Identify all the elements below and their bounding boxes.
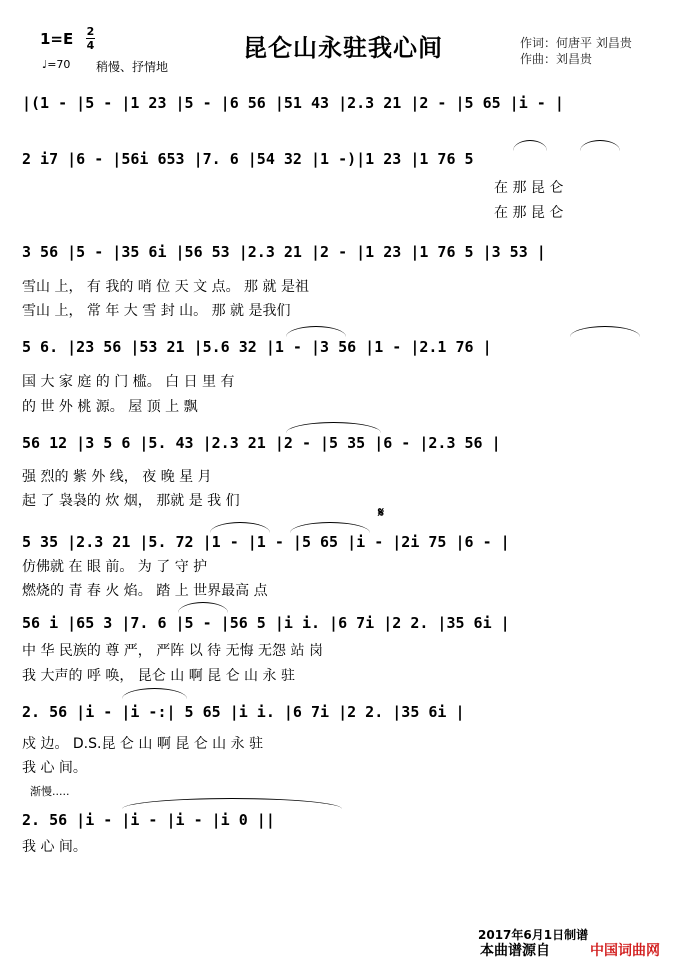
lyricist-credit: 作词：何唐平 刘昌贵 xyxy=(520,36,632,50)
meter-bottom: 4 xyxy=(86,39,95,52)
score-line-9: 2. 56 |i - |i - |i - |i 0 || xyxy=(22,811,275,829)
ending-tempo-marking: 渐慢..... xyxy=(30,785,70,798)
footer-date: 2017年6月1日制谱 xyxy=(478,928,589,942)
lyric-line-7-verse-1: 中 华 民族的 尊 严， 严阵 以 待 无悔 无怨 站 岗 xyxy=(22,643,323,659)
score-line-2: 2 i7 |6 - |56i 653 |7. 6 |54 32 |1 -)|1 23 |1 76 5 xyxy=(22,150,474,168)
lyric-line-8-verse-1: 戍 边。 D.S.昆 仑 山 啊 昆 仑 山 永 驻 xyxy=(22,736,264,752)
score-line-1: |(1 - |5 - |1 23 |5 - |6 56 |51 43 |2.3 21 |2 - |5 65 |i - | xyxy=(22,94,564,112)
slur-mark xyxy=(290,522,370,533)
lyric-line-3-verse-1: 雪山 上， 有 我的 哨 位 天 文 点。 那 就 是祖 xyxy=(22,279,309,295)
lyric-line-4-verse-2: 的 世 外 桃 源。 屋 顶 上 飘 xyxy=(22,399,198,415)
slur-mark xyxy=(210,522,270,533)
composer-credit: 作曲：刘昌贵 xyxy=(520,52,593,66)
expression-marking: 稍慢、抒情地 xyxy=(96,60,169,74)
lyric-line-9-verse-1: 我 心 间。 xyxy=(22,839,87,855)
slur-mark xyxy=(286,326,346,337)
song-title: 昆仑山永驻我心间 xyxy=(243,33,443,62)
slur-mark xyxy=(122,798,342,809)
slur-mark xyxy=(580,140,620,151)
lyric-line-6-verse-1: 仿佛就 在 眼 前。 为 了 守 护 xyxy=(22,559,208,575)
lyric-line-8-verse-2: 我 心 间。 xyxy=(22,760,87,776)
score-line-6: 5 35 |2.3 21 |5. 72 |1 - |1 - |5 65 |i - |2i 75 |6 - | xyxy=(22,533,510,551)
meter-top: 2 xyxy=(86,25,95,38)
lyric-line-4-verse-1: 国 大 家 庭 的 门 槛。 白 日 里 有 xyxy=(22,374,235,390)
slur-mark xyxy=(178,602,228,613)
slur-mark xyxy=(122,688,187,699)
slur-mark xyxy=(570,326,640,337)
segno-sign: 𝄋 xyxy=(378,505,385,521)
score-line-7: 56 i |65 3 |7. 6 |5 - |56 5 |i i. |6 7i |2 2. |35 6i | xyxy=(22,614,510,632)
tempo-marking: ♩=70 xyxy=(42,58,71,71)
key-signature: 1=E xyxy=(40,30,74,48)
lyric-line-6-verse-2: 燃烧的 青 春 火 焰。 踏 上 世界最高 点 xyxy=(22,583,268,599)
score-line-4: 5 6. |23 56 |53 21 |5.6 32 |1 - |3 56 |1 - |2.1 76 | xyxy=(22,338,492,356)
lyric-line-2-verse-1: 在 那 昆 仑 xyxy=(494,180,564,196)
lyric-line-5-verse-1: 强 烈的 紫 外 线， 夜 晚 星 月 xyxy=(22,469,212,485)
lyric-line-2-verse-2: 在 那 昆 仑 xyxy=(494,205,564,221)
footer-source-label: 本曲谱源自 xyxy=(480,943,550,959)
score-line-8: 2. 56 |i - |i -:| 5 65 |i i. |6 7i |2 2. |35 6i | xyxy=(22,703,465,721)
lyric-line-5-verse-2: 起 了 袅袅的 炊 烟， 那就 是 我 们 xyxy=(22,493,240,509)
score-line-3: 3 56 |5 - |35 6i |56 53 |2.3 21 |2 - |1 23 |1 76 5 |3 53 | xyxy=(22,243,546,261)
lyric-line-7-verse-2: 我 大声的 呼 唤， 昆仑 山 啊 昆 仑 山 永 驻 xyxy=(22,668,295,684)
lyric-line-3-verse-2: 雪山 上， 常 年 大 雪 封 山。 那 就 是我们 xyxy=(22,303,291,319)
slur-mark xyxy=(513,140,547,151)
score-line-5: 56 12 |3 5 6 |5. 43 |2.3 21 |2 - |5 35 |6 - |2.3 56 | xyxy=(22,434,501,452)
slur-mark xyxy=(286,422,381,433)
time-signature xyxy=(86,26,95,51)
footer-site-link[interactable]: 中国词曲网 xyxy=(590,943,660,959)
